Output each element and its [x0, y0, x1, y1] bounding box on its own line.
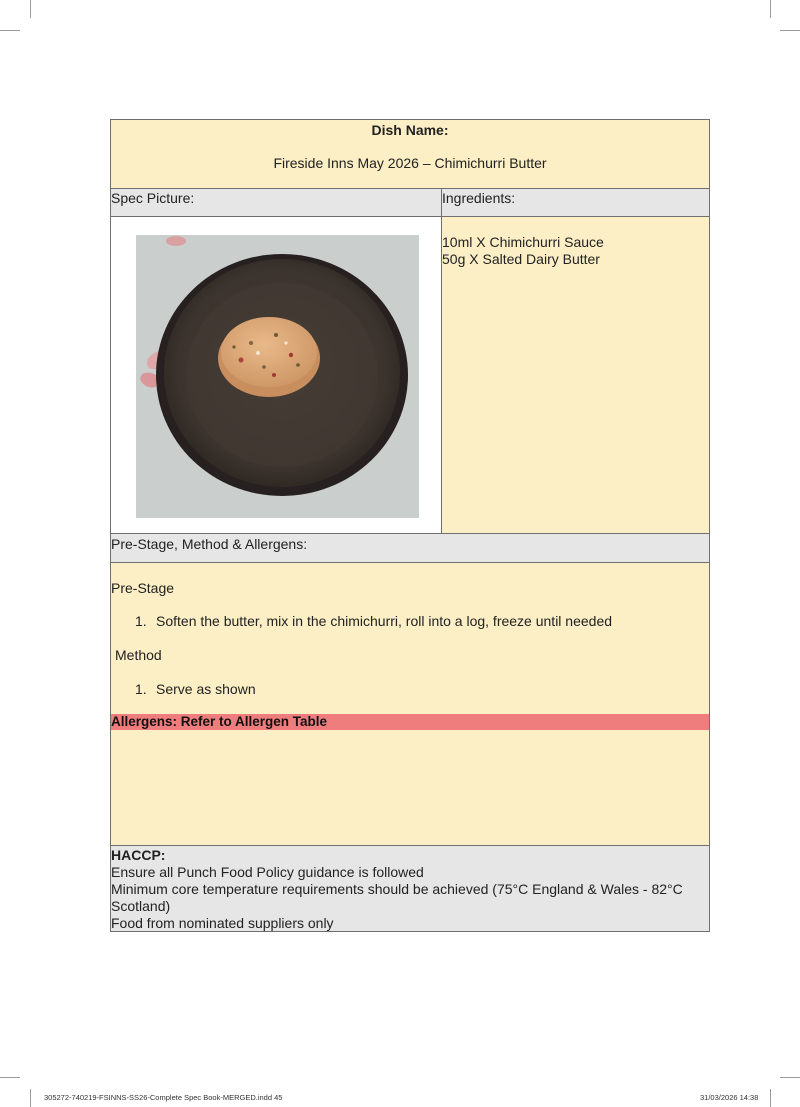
ingredient-item: 10ml X Chimichurri Sauce — [442, 234, 604, 250]
method-step-number: 1. — [135, 681, 147, 697]
ingredient-item: 50g X Salted Dairy Butter — [442, 251, 600, 267]
spec-sheet — [110, 119, 710, 932]
haccp-heading: HACCP: — [111, 847, 166, 863]
ingredients-label: Ingredients: — [442, 190, 516, 206]
crop-mark — [780, 30, 800, 31]
footer-date: 31/03/2026 14:38 — [700, 1093, 759, 1102]
crop-mark — [780, 1077, 800, 1078]
crop-mark — [0, 1077, 20, 1078]
haccp-line: Food from nominated suppliers only — [111, 915, 334, 931]
crop-mark — [770, 1089, 771, 1107]
dish-photo — [136, 235, 419, 518]
prestage-heading: Pre-Stage — [111, 580, 175, 596]
haccp-section — [111, 846, 709, 931]
allergen-banner — [111, 714, 709, 730]
crop-mark — [770, 0, 771, 18]
crop-mark — [30, 1089, 31, 1107]
haccp-line: Minimum core temperature requirements should be achieved (75°C England & Wales - 82°C Scotland) — [111, 881, 683, 914]
footer-file-info: 305272-740219-FSINNS-SS26-Complete Spec Book-MERGED.indd 45 — [44, 1093, 283, 1102]
dish-name-section — [111, 120, 709, 188]
spec-picture-label: Spec Picture: — [111, 190, 195, 206]
crop-mark — [0, 30, 20, 31]
prestage-step: Soften the butter, mix in the chimichurri, roll into a log, freeze until needed — [156, 613, 613, 629]
method-heading: Method — [115, 647, 162, 663]
crop-mark — [30, 0, 31, 18]
haccp-line: Ensure all Punch Food Policy guidance is followed — [111, 864, 424, 880]
allergen-text: Allergens: Refer to Allergen Table — [111, 714, 328, 729]
dish-name: Fireside Inns May 2026 – Chimichurri Butter — [273, 155, 547, 171]
dish-name-heading: Dish Name: — [371, 122, 449, 138]
method-step: Serve as shown — [156, 681, 256, 697]
method-section-label: Pre-Stage, Method & Allergens: — [111, 536, 308, 552]
prestage-step-number: 1. — [135, 613, 147, 629]
dish-photo-image — [136, 235, 419, 518]
